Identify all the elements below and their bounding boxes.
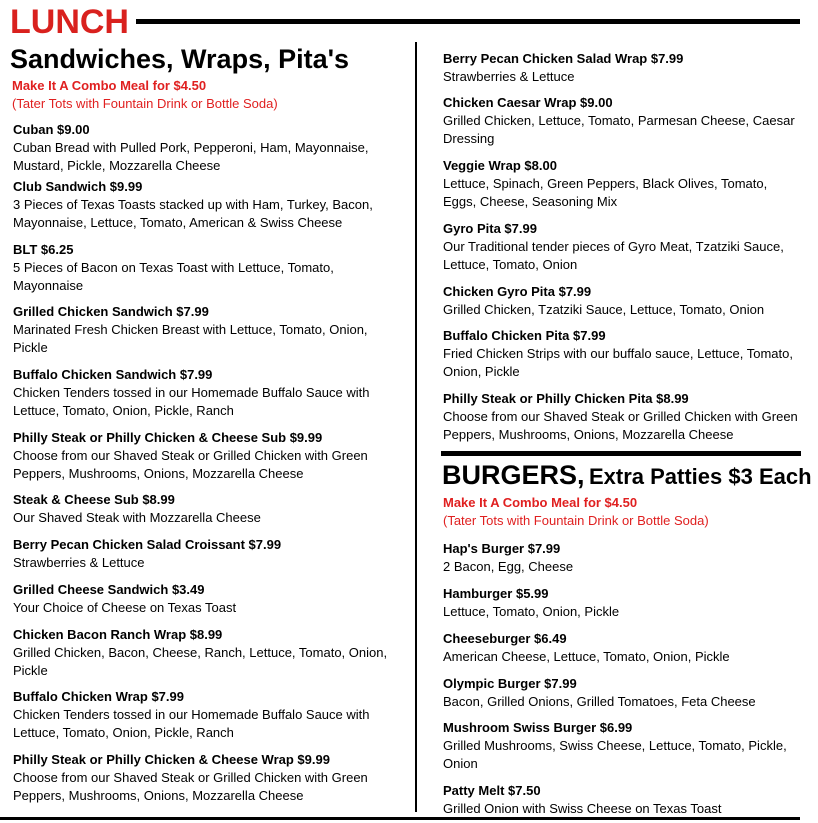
burgers-combo-note (443, 494, 709, 530)
item-name: Chicken Gyro Pita $7.99 (443, 284, 592, 299)
item-description: Marinated Fresh Chicken Breast with Lettuce, Tomato, Onion, Pickle (13, 322, 368, 355)
menu-item (443, 220, 803, 274)
item-description: Chicken Tenders tossed in our Homemade Buffalo Sauce with Lettuce, Tomato, Onion, Pickle, Ranch (13, 707, 370, 740)
menu-item (443, 675, 803, 711)
item-name: Philly Steak or Philly Chicken & Cheese Wrap $9.99 (13, 752, 330, 767)
combo-offer: Make It A Combo Meal for $4.50 (443, 495, 638, 510)
menu-item (443, 585, 803, 621)
item-name: Chicken Caesar Wrap $9.00 (443, 95, 613, 110)
item-name: Philly Steak or Philly Chicken & Cheese Sub $9.99 (13, 430, 323, 445)
menu-item (443, 782, 803, 818)
menu-item (13, 688, 393, 742)
menu-item (443, 327, 803, 381)
item-description: 3 Pieces of Texas Toasts stacked up with Ham, Turkey, Bacon, Mayonnaise, Lettuce, Tomato, American & Swiss Cheese (13, 197, 373, 230)
item-name: Berry Pecan Chicken Salad Croissant $7.99 (13, 537, 282, 552)
burgers-subtitle: Extra Patties $3 Each (588, 464, 812, 489)
item-name: Veggie Wrap $8.00 (443, 158, 557, 173)
burger-divider (441, 451, 801, 456)
burgers-title: BURGERS, (442, 460, 585, 490)
item-description: Our Shaved Steak with Mozzarella Cheese (13, 510, 261, 525)
item-name: Cheeseburger $6.49 (443, 631, 567, 646)
item-description: Cuban Bread with Pulled Pork, Pepperoni, Ham, Mayonnaise, Mustard, Pickle, Mozzarella Cheese (13, 140, 369, 173)
item-name: Buffalo Chicken Sandwich $7.99 (13, 367, 213, 382)
item-name: Hap's Burger $7.99 (443, 541, 561, 556)
item-name: Berry Pecan Chicken Salad Wrap $7.99 (443, 51, 684, 66)
sandwiches-combo-note (12, 77, 278, 113)
lunch-heading: LUNCH (10, 3, 129, 41)
menu-item (13, 178, 393, 232)
item-name: Club Sandwich $9.99 (13, 179, 143, 194)
menu-item (443, 630, 803, 666)
item-description: Grilled Chicken, Lettuce, Tomato, Parmesan Cheese, Caesar Dressing (443, 113, 795, 146)
item-description: Choose from our Shaved Steak or Grilled Chicken with Green Peppers, Mushrooms, Onions, Mozzarella Cheese (13, 448, 368, 481)
sandwiches-title: Sandwiches, Wraps, Pita's (10, 44, 350, 74)
item-description: Grilled Chicken, Tzatziki Sauce, Lettuce, Tomato, Onion (443, 302, 765, 317)
menu-item (443, 540, 803, 576)
item-description: Chicken Tenders tossed in our Homemade Buffalo Sauce with Lettuce, Tomato, Onion, Pickle, Ranch (13, 385, 370, 418)
item-name: Olympic Burger $7.99 (443, 676, 577, 691)
menu-item (13, 366, 393, 420)
item-name: Gyro Pita $7.99 (443, 221, 537, 236)
sandwiches-section-title (10, 44, 349, 75)
menu-item (13, 536, 393, 572)
item-description: Choose from our Shaved Steak or Grilled Chicken with Green Peppers, Mushrooms, Onions, Mozzarella Cheese (13, 770, 368, 803)
menu-item (443, 157, 803, 211)
item-description: 2 Bacon, Egg, Cheese (443, 559, 574, 574)
menu-item (13, 121, 393, 175)
burgers-section-title (442, 460, 812, 491)
menu-item (13, 429, 393, 483)
menu-item (443, 283, 803, 319)
menu-item (13, 491, 393, 527)
combo-details: (Tater Tots with Fountain Drink or Bottle Soda) (443, 513, 709, 528)
item-description: Strawberries & Lettuce (13, 555, 145, 570)
item-description: Your Choice of Cheese on Texas Toast (13, 600, 237, 615)
item-name: Philly Steak or Philly Chicken Pita $8.99 (443, 391, 689, 406)
menu-item (13, 751, 393, 805)
column-divider (415, 42, 417, 812)
menu-item (13, 303, 393, 357)
menu-item (13, 241, 393, 295)
item-name: Grilled Chicken Sandwich $7.99 (13, 304, 209, 319)
item-description: Bacon, Grilled Onions, Grilled Tomatoes, Feta Cheese (443, 694, 756, 709)
item-name: Hamburger $5.99 (443, 586, 549, 601)
top-divider (136, 19, 800, 24)
menu-item (13, 626, 393, 680)
menu-item (443, 390, 803, 444)
menu-item (13, 581, 393, 617)
item-name: Chicken Bacon Ranch Wrap $8.99 (13, 627, 223, 642)
item-description: Grilled Chicken, Bacon, Cheese, Ranch, Lettuce, Tomato, Onion, Pickle (13, 645, 388, 678)
menu-item (443, 50, 803, 86)
combo-offer: Make It A Combo Meal for $4.50 (12, 78, 207, 93)
item-description: Fried Chicken Strips with our buffalo sauce, Lettuce, Tomato, Onion, Pickle (443, 346, 793, 379)
item-name: Grilled Cheese Sandwich $3.49 (13, 582, 205, 597)
item-name: Patty Melt $7.50 (443, 783, 541, 798)
item-description: Choose from our Shaved Steak or Grilled Chicken with Green Peppers, Mushrooms, Onions, Mozzarella Cheese (443, 409, 798, 442)
item-description: Lettuce, Spinach, Green Peppers, Black Olives, Tomato, Eggs, Cheese, Seasoning Mix (443, 176, 768, 209)
combo-details: (Tater Tots with Fountain Drink or Bottle Soda) (12, 96, 278, 111)
item-name: Steak & Cheese Sub $8.99 (13, 492, 175, 507)
item-description: American Cheese, Lettuce, Tomato, Onion, Pickle (443, 649, 730, 664)
menu-item (443, 719, 803, 773)
item-description: Lettuce, Tomato, Onion, Pickle (443, 604, 620, 619)
item-name: Buffalo Chicken Pita $7.99 (443, 328, 606, 343)
item-name: Buffalo Chicken Wrap $7.99 (13, 689, 184, 704)
item-description: Grilled Onion with Swiss Cheese on Texas Toast (443, 801, 722, 816)
item-description: Strawberries & Lettuce (443, 69, 575, 84)
item-name: BLT $6.25 (13, 242, 74, 257)
item-name: Mushroom Swiss Burger $6.99 (443, 720, 633, 735)
menu-item (443, 94, 803, 148)
item-description: Grilled Mushrooms, Swiss Cheese, Lettuce, Tomato, Pickle, Onion (443, 738, 787, 771)
item-name: Cuban $9.00 (13, 122, 90, 137)
item-description: 5 Pieces of Bacon on Texas Toast with Lettuce, Tomato, Mayonnaise (13, 260, 334, 293)
item-description: Our Traditional tender pieces of Gyro Meat, Tzatziki Sauce, Lettuce, Tomato, Onion (443, 239, 784, 272)
